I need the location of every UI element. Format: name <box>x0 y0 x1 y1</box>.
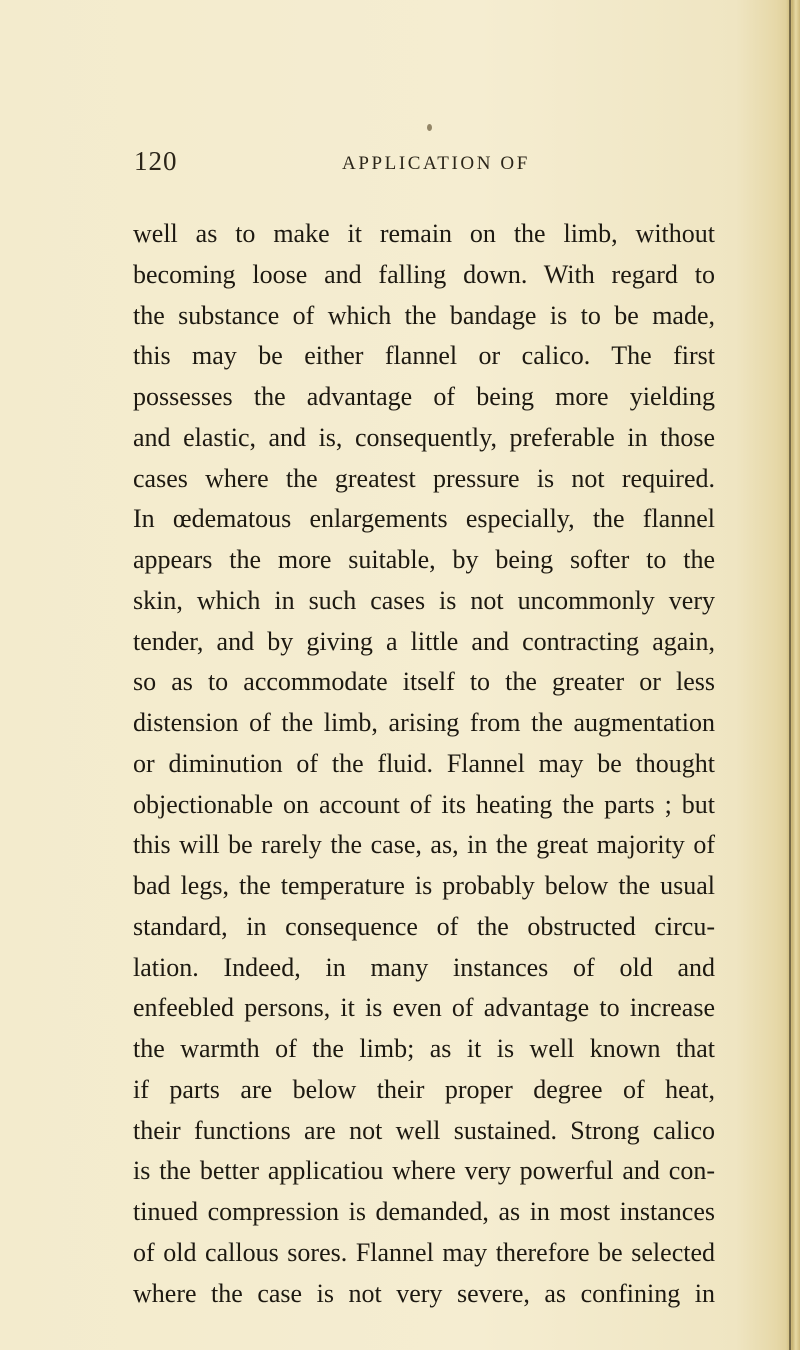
text-line: is the better applicatiou where very powerful and con- <box>133 1156 715 1186</box>
running-head: APPLICATION OF <box>342 153 530 174</box>
text-line: tender, and by giving a little and contracting again, <box>133 626 715 656</box>
text-line: distension of the limb, arising from the augmentation <box>133 708 715 737</box>
text-line: tinued compression is demanded, as in most instances <box>133 1197 715 1226</box>
text-line: the substance of which the bandage is to be made, <box>133 300 715 330</box>
text-line: and elastic, and is, consequently, preferable in those <box>133 422 715 452</box>
text-line: well as to make it remain on the limb, without <box>133 219 715 248</box>
text-line: so as to accommodate itself to the greater or less <box>133 667 715 697</box>
text-line: bad legs, the temperature is probably below the usual <box>133 871 715 900</box>
text-line: the warmth of the limb; as it is well known that <box>133 1034 715 1063</box>
text-line: or diminution of the fluid. Flannel may be thought <box>133 748 715 778</box>
text-line: standard, in consequence of the obstructed circu- <box>133 911 715 941</box>
text-line: becoming loose and falling down. With regard to <box>133 259 715 289</box>
text-line: where the case is not very severe, as confining in <box>133 1278 715 1308</box>
text-line: skin, which in such cases is not uncommonly very <box>133 585 715 615</box>
body-text <box>133 214 715 1314</box>
page-number: 120 <box>134 146 178 176</box>
text-line: possesses the advantage of being more yielding <box>133 382 715 411</box>
page-header <box>0 146 800 186</box>
text-line: this will be rarely the case, as, in the great majority of <box>133 830 715 860</box>
text-line: In œdematous enlargements especially, the flannel <box>133 504 715 534</box>
text-line: if parts are below their proper degree of heat, <box>133 1074 715 1104</box>
page-edge-line <box>789 0 791 1350</box>
text-line: cases where the greatest pressure is not required. <box>133 463 715 493</box>
text-line: appears the more suitable, by being softer to the <box>133 545 715 574</box>
text-line: this may be either flannel or calico. The first <box>133 341 715 371</box>
text-line: of old callous sores. Flannel may therefore be selected <box>133 1237 715 1267</box>
text-line: enfeebled persons, it is even of advantage to increase <box>133 993 715 1023</box>
ink-speck <box>427 124 432 131</box>
text-line: lation. Indeed, in many instances of old and <box>133 952 715 982</box>
text-line: objectionable on account of its heating the parts ; but <box>133 789 715 819</box>
text-line: their functions are not well sustained. Strong calico <box>133 1115 715 1145</box>
